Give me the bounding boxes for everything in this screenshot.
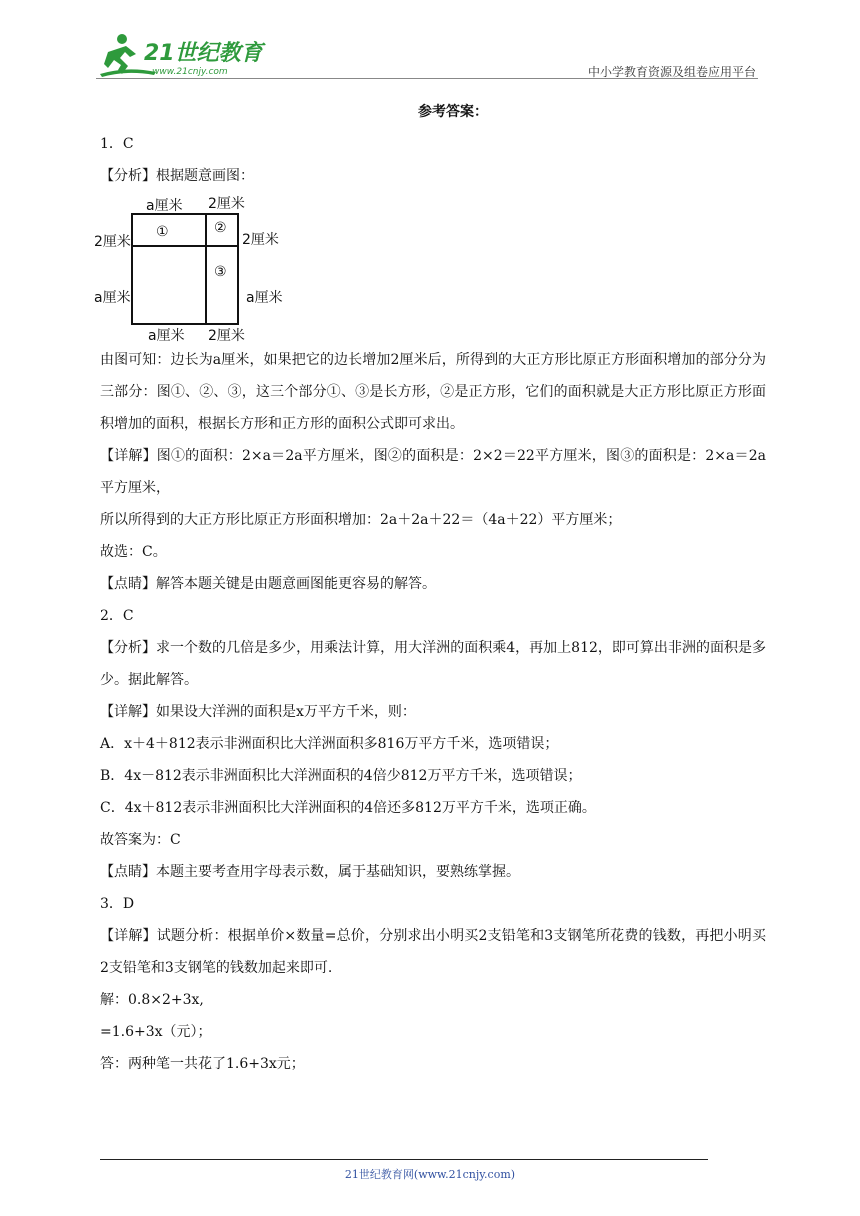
q3-solve-line-1: 解：0.8×2+3x, [100, 992, 204, 1008]
diagram-label-top-2: 2厘米 [208, 196, 245, 212]
q1-so: 所以所得到的大正方形比原正方形面积增加：2a＋2a＋22＝（4a＋22）平方厘米； [100, 512, 622, 528]
region-2-label: ② [214, 220, 227, 236]
square-diagram [94, 192, 294, 342]
q1-detail: 【详解】图①的面积：2×a＝2a平方厘米，图②的面积是：2×2＝22平方厘米，图③的面积是：2×a＝2a平方厘米， [100, 448, 766, 496]
diagram-label-right-2: 2厘米 [242, 232, 279, 248]
q2-number: 2．C [100, 608, 134, 624]
region-3-label: ③ [214, 264, 227, 280]
diagram-label-bottom-a: a厘米 [148, 328, 185, 342]
footer-text: 21世纪教育网(www.21cnjy.com) [344, 1168, 516, 1181]
q1-number: 1．C [100, 136, 134, 152]
q1-choice: 故选：C。 [100, 544, 167, 560]
logo-url: www.21cnjy.com [152, 67, 228, 77]
q2-answer: 故答案为：C [100, 832, 181, 848]
page-header [96, 30, 758, 80]
q2-option-a: A．x＋4＋812表示非洲面积比大洋洲面积多816万平方千米，选项错误； [100, 736, 559, 752]
footer-divider [100, 1159, 708, 1160]
header-platform-text: 中小学教育资源及组卷应用平台 [587, 65, 756, 79]
header-divider [96, 78, 758, 79]
page-title: 参考答案： [418, 104, 488, 120]
q3-number: 3．D [100, 896, 135, 912]
q2-option-c: C．4x＋812表示非洲面积比大洋洲面积的4倍还多812万平方千米，选项正确。 [100, 800, 596, 816]
q3-detail: 【详解】试题分析：根据单价×数量=总价，分别求出小明买2支铅笔和3支钢笔所花费的钱数，再把小明买2支铅笔和3支钢笔的钱数加起来即可. [100, 928, 766, 976]
q1-comment: 【点睛】解答本题关键是由题意画图能更容易的解答。 [100, 576, 436, 592]
region-1-label: ① [156, 224, 169, 240]
q2-detail: 【详解】如果设大洋洲的面积是x万平方千米，则： [100, 704, 416, 720]
diagram-label-right-a: a厘米 [246, 290, 283, 306]
q1-explanation: 由图可知：边长为a厘米，如果把它的边长增加2厘米后，所得到的大正方形比原正方形面积增加的部分分为三部分：图①、②、③，这三个部分①、③是长方形，②是正方形，它们的面积就是大正方形比原正方形面积增加的面积，根据长方形和正方形的面积公式即可求出。 [100, 352, 766, 432]
diagram-label-top-a: a厘米 [146, 198, 183, 214]
q2-option-b: B．4x－812表示非洲面积比大洋洲面积的4倍少812万平方千米，选项错误； [100, 768, 582, 784]
answer-content [94, 96, 766, 1080]
q3-solve-line-2: =1.6+3x（元）； [100, 1024, 212, 1040]
diagram-label-left-2: 2厘米 [94, 234, 131, 250]
q2-analysis: 【分析】求一个数的几倍是多少，用乘法计算，用大洋洲的面积乘4，再加上812，即可算出非洲的面积是多少。据此解答。 [100, 640, 766, 688]
q1-analysis: 【分析】根据题意画图： [100, 168, 254, 184]
diagram-label-bottom-2: 2厘米 [208, 328, 245, 342]
q3-answer: 答：两种笔一共花了1.6+3x元； [100, 1056, 305, 1072]
site-logo [96, 30, 266, 80]
diagram-label-left-a: a厘米 [94, 290, 131, 306]
logo-text: 21世纪教育 [144, 41, 263, 66]
q2-comment: 【点睛】本题主要考查用字母表示数，属于基础知识，要熟练掌握。 [100, 864, 520, 880]
